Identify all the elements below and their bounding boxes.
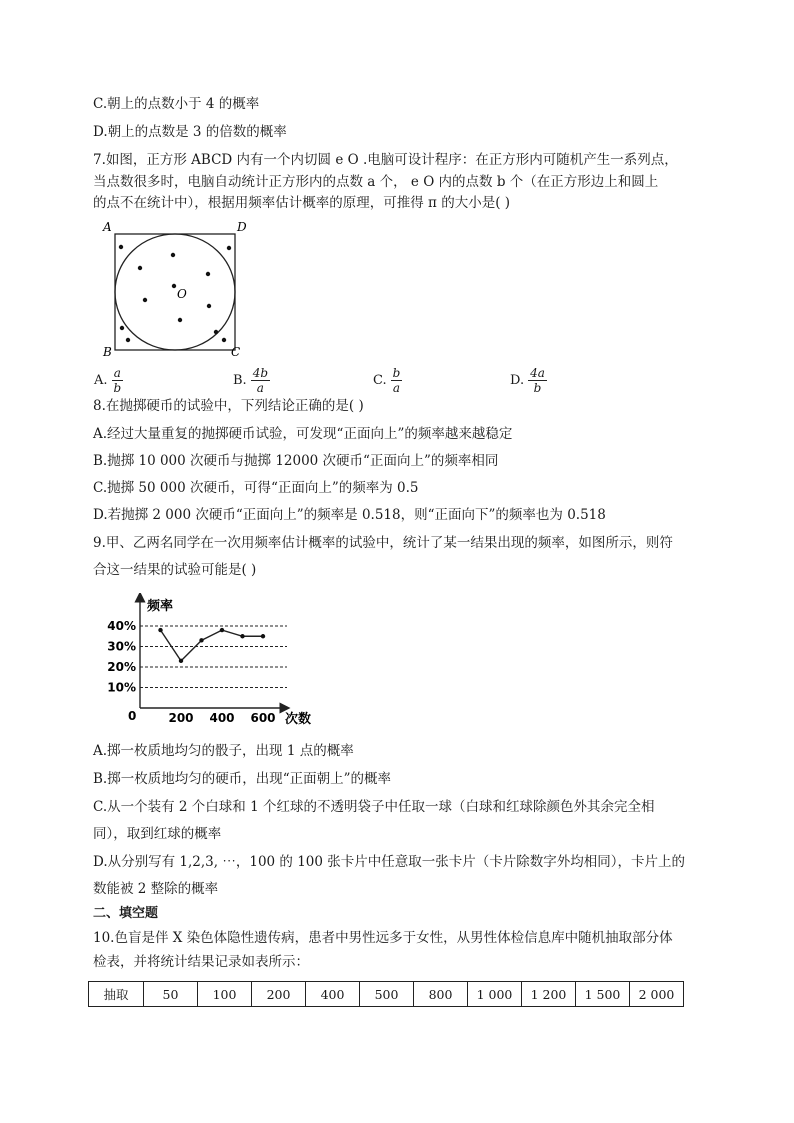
label-a: A (103, 220, 112, 234)
frequency-chart (95, 593, 335, 733)
table-cell: 200 (252, 982, 306, 1007)
q9-option-d-line2: 数能被 2 整除的概率 (93, 881, 219, 897)
q8-stem: 8.在抛掷硬币的试验中，下列结论正确的是( ) (93, 398, 364, 414)
label-d: D (237, 220, 247, 234)
grid-lines (140, 626, 287, 688)
x-tick-labels (168, 711, 275, 725)
data-table (88, 981, 684, 1007)
random-points (119, 245, 231, 342)
table-cell: 2 000 (630, 982, 684, 1007)
table-cell: 抽取 (89, 982, 144, 1007)
origin-label: 0 (128, 709, 137, 723)
q8-option-d: D.若抛掷 2 000 次硬币“正面向上”的频率是 0.518，则“正面向下”的频率也为 0.518 (93, 507, 606, 523)
q7-stem-line1: 7.如图，正方形 ABCD 内有一个内切圆 e O .电脑可设计程序：在正方形内可随机产生一系列点， (93, 152, 678, 168)
q6-option-d: D.朝上的点数是 3 的倍数的概率 (93, 124, 287, 140)
data-point (158, 628, 162, 632)
table-cell: 500 (360, 982, 414, 1007)
y-tick-label: 30% (107, 639, 136, 654)
table-cell: 50 (144, 982, 198, 1007)
label-o: O (177, 287, 187, 301)
x-tick-label: 600 (250, 711, 276, 725)
x-tick-label: 400 (209, 711, 235, 725)
q7-stem-line2: 当点数很多时，电脑自动统计正方形内的点数 a 个， e O 内的点数 b 个（在正方形边上和圆上 (93, 174, 659, 190)
q7-option-d: D. $\frac{4a}{b}$ (510, 365, 545, 395)
q9-option-b: B.掷一枚质地均匀的硬币，出现“正面朝上”的概率 (93, 771, 392, 787)
y-tick-label: 20% (107, 660, 136, 674)
table-row (89, 982, 684, 1007)
q7-option-a: A. $\frac{a}{b}$ (94, 365, 122, 395)
q9-stem-line2: 合这一结果的试验可能是( ) (93, 562, 257, 578)
q7-figure (97, 218, 257, 360)
y-tick-label: 40% (107, 619, 136, 633)
label-c: C (231, 345, 241, 359)
label-b: B (103, 345, 112, 359)
data-point (179, 659, 183, 663)
data-point (220, 628, 224, 632)
q9-option-d-line1: D.从分别写有 1,2,3, ⋯，100 的 100 张卡片中任意取一张卡片（卡片除数字外均相同），卡片上的 (93, 854, 686, 870)
data-point (261, 634, 265, 638)
table-cell: 1 000 (468, 982, 522, 1007)
q9-option-a: A.掷一枚质地均匀的骰子，出现 1 点的概率 (93, 743, 354, 759)
series-line (158, 628, 265, 663)
x-tick-label: 200 (168, 711, 194, 725)
q9-option-c-line1: C.从一个装有 2 个白球和 1 个红球的不透明袋子中任取一球（白球和红球除颜色外其余完全相 (93, 799, 655, 815)
table-cell: 400 (306, 982, 360, 1007)
section-heading: 二、填空题 (93, 906, 159, 921)
q7-stem-line3: 的点不在统计中），根据用频率估计概率的原理，可推得 π 的大小是( ) (93, 195, 511, 211)
data-point (199, 638, 203, 642)
frequency-series-line (161, 630, 264, 661)
y-tick-label: 10% (107, 680, 136, 695)
data-point (240, 634, 244, 638)
q6-option-c: C.朝上的点数小于 4 的概率 (93, 96, 260, 112)
q8-option-a: A.经过大量重复的抛掷硬币试验，可发现“正面向上”的频率越来越稳定 (93, 426, 513, 442)
y-axis-label: 频率 (147, 599, 174, 614)
table-cell: 1 200 (522, 982, 576, 1007)
x-axis-label: 次数 (285, 712, 312, 727)
table-cell: 800 (414, 982, 468, 1007)
q7-option-c: C. $\frac{b}{a}$ (373, 365, 401, 395)
q10-stem-line1: 10.色盲是伴 X 染色体隐性遗传病，患者中男性远多于女性，从男性体检信息库中随机抽取部分体 (93, 930, 673, 946)
q8-option-c: C.抛掷 50 000 次硬币，可得“正面向上”的频率为 0.5 (93, 480, 419, 496)
q9-stem-line1: 9.甲、乙两名同学在一次用频率估计概率的试验中，统计了某一结果出现的频率，如图所示，则符 (93, 535, 673, 551)
q9-option-c-line2: 同），取到红球的概率 (93, 826, 222, 842)
y-tick-labels (107, 619, 136, 695)
q10-stem-line2: 检表，并将统计结果记录如表所示： (93, 954, 309, 970)
q8-option-b: B.抛掷 10 000 次硬币与抛掷 12000 次硬币“正面向上”的频率相同 (93, 453, 499, 469)
q7-option-b: B. $\frac{4b}{a}$ (233, 365, 269, 395)
table-cell: 1 500 (576, 982, 630, 1007)
table-cell: 100 (198, 982, 252, 1007)
